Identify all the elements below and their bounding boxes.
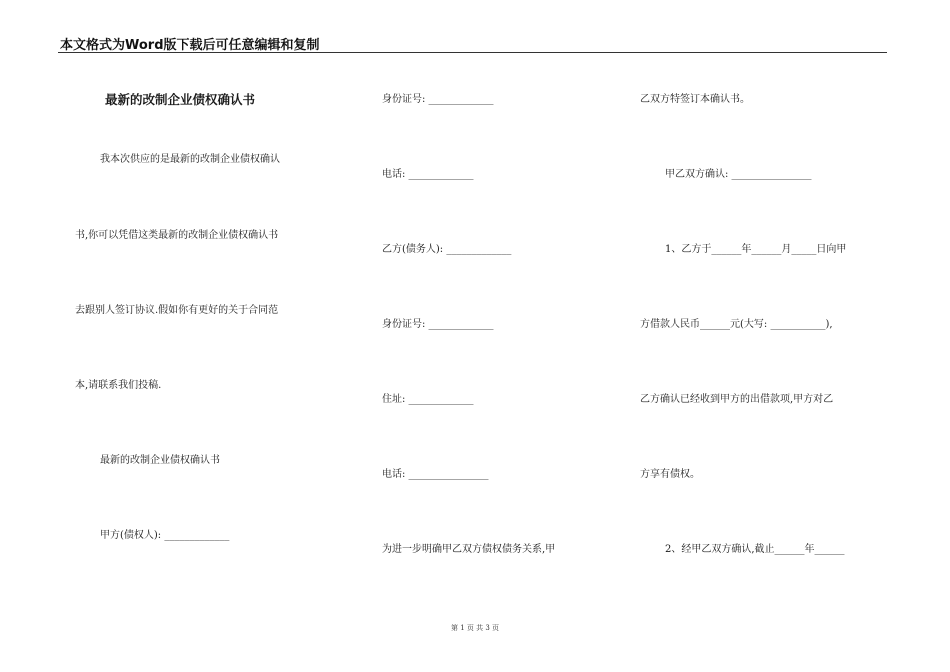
id-number-field: 身份证号: _____________ <box>382 319 494 330</box>
text-line: 去跟别人签订协议.假如你有更好的关于合同范 <box>75 305 279 316</box>
id-number-field: 身份证号: _____________ <box>382 94 494 105</box>
text-line: 方享有债权。 <box>640 469 700 480</box>
page-header: 本文格式为Word版下载后可任意编辑和复制 <box>60 38 320 53</box>
text-line: 乙双方特签订本确认书。 <box>640 94 750 105</box>
phone-field: 电话: _____________ <box>382 169 474 180</box>
text-line: 本,请联系我们投稿. <box>75 380 162 391</box>
text-line: 书,你可以凭借这类最新的改制企业债权确认书 <box>75 230 279 241</box>
document-title: 最新的改制企业债权确认书 <box>105 92 256 107</box>
party-a-field: 甲方(债权人): _____________ <box>100 530 230 541</box>
confirmation-field: 甲乙双方确认: ________________ <box>665 169 812 180</box>
address-field: 住址: _____________ <box>382 394 474 405</box>
header-divider <box>58 52 887 53</box>
text-line: 方借款人民币______元(大写: ___________), <box>640 319 833 330</box>
text-line: 我本次供应的是最新的改制企业债权确认 <box>100 154 280 165</box>
text-line: 乙方确认已经收到甲方的出借款项,甲方对乙 <box>640 394 834 405</box>
page-number-footer: 第 1 页 共 3 页 <box>450 624 500 632</box>
text-line: 最新的改制企业债权确认书 <box>100 455 220 466</box>
text-line: 2、经甲乙双方确认,截止______年______ <box>665 544 845 555</box>
party-b-field: 乙方(债务人): _____________ <box>382 244 512 255</box>
text-line: 1、乙方于______年______月_____日向甲 <box>665 244 847 255</box>
phone-field: 电话: ________________ <box>382 469 489 480</box>
text-line: 为进一步明确甲乙双方债权债务关系,甲 <box>382 544 556 555</box>
